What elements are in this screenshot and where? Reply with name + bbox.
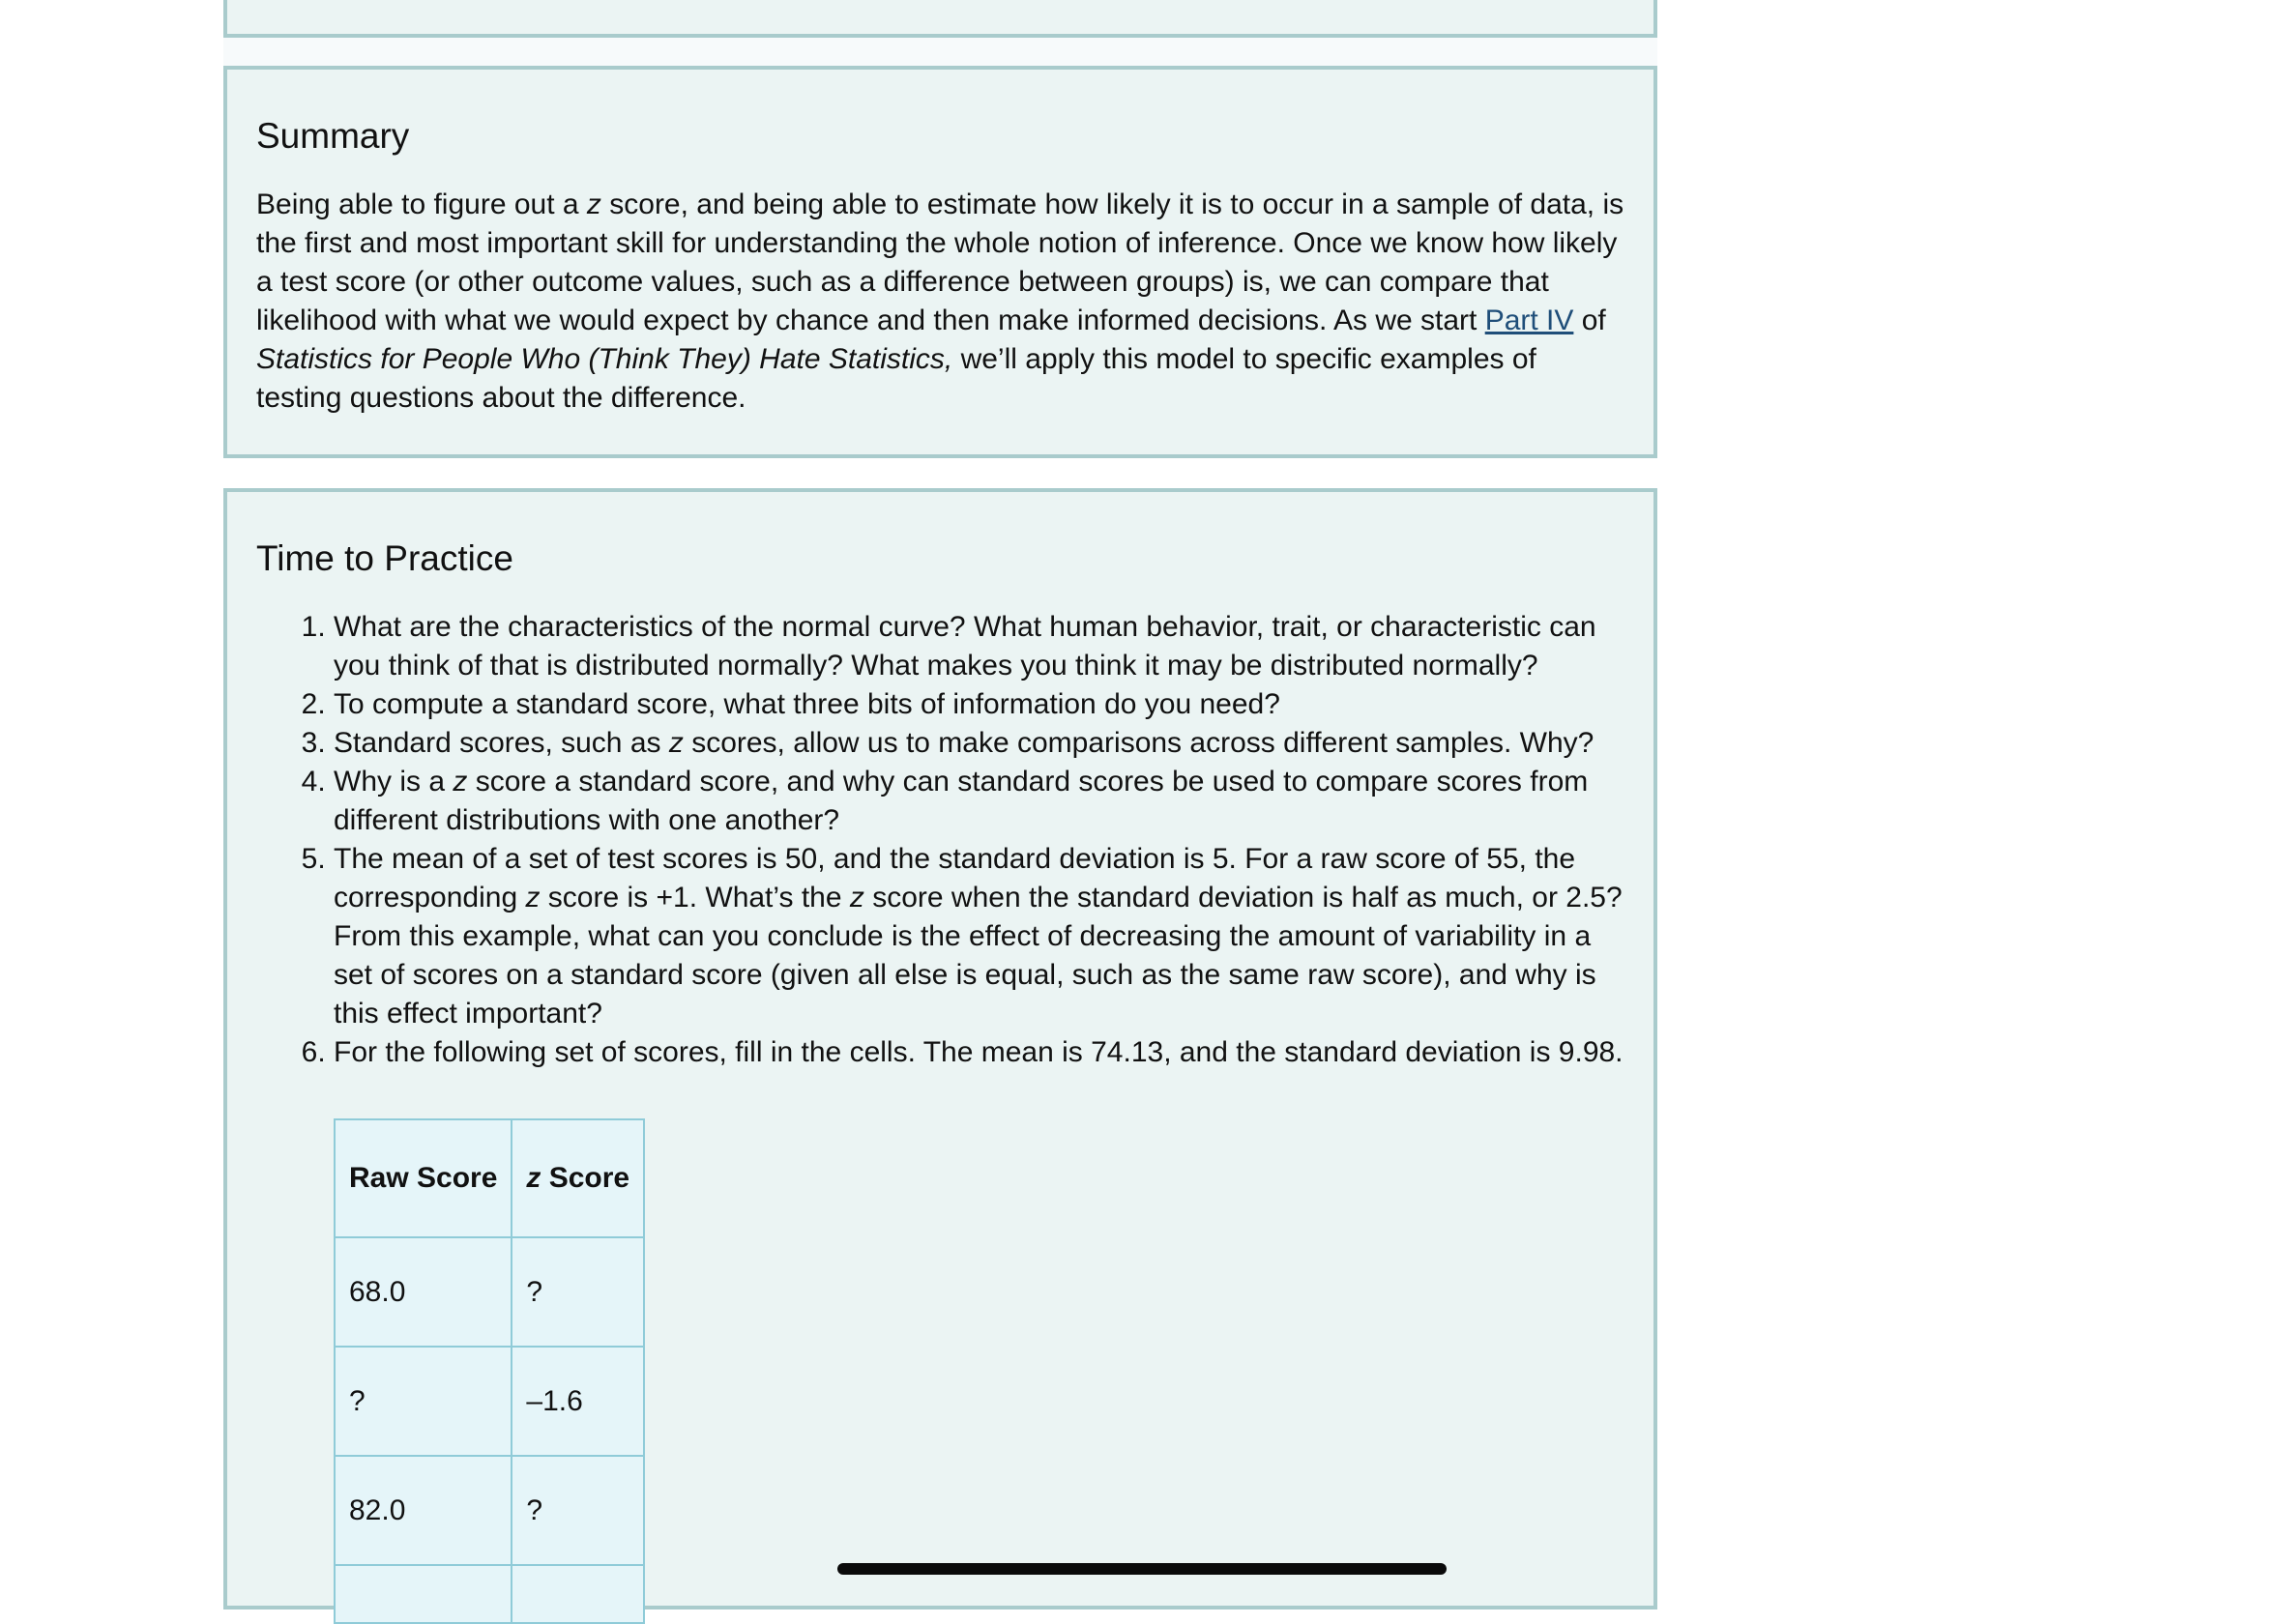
z-cell: –1.6 [512,1347,644,1456]
scores-table [334,1118,645,1624]
table-row [335,1237,644,1347]
part-iv-link[interactable]: Part IV [1484,304,1574,336]
z-cell [512,1565,644,1623]
summary-title: Summary [256,116,410,156]
z-cell: ? [512,1237,644,1347]
book-title: Statistics for People Who (Think They) Hate Statistics, [256,343,953,375]
section-gap [223,38,1657,66]
z-cell: ? [512,1456,644,1565]
table-header-row [335,1119,644,1237]
practice-title: Time to Practice [256,538,513,578]
question-4: 4. Why is a z score a standard score, and why can standard scores be used to compare scores from different distributions with one another? [334,763,1624,840]
z-score-header: z Score [512,1119,644,1237]
table-row [335,1456,644,1565]
raw-cell [335,1565,512,1623]
raw-cell: ? [335,1347,512,1456]
question-3: 3. Standard scores, such as z scores, allow us to make comparisons across different samples. Why? [334,724,1624,763]
table-row [335,1347,644,1456]
practice-questions [256,608,1624,1072]
question-1: 1. What are the characteristics of the normal curve? What human behavior, trait, or characteristic can you think of that is distributed normally? What makes you think it may be distributed normally? [334,608,1624,685]
raw-cell: 68.0 [335,1237,512,1347]
previous-section-box [223,0,1657,38]
practice-section [223,488,1657,1610]
raw-cell: 82.0 [335,1456,512,1565]
raw-score-header: Raw Score [335,1119,512,1237]
summary-paragraph: Being able to figure out a z score, and being able to estimate how likely it is to occur in a sample of data, is the first and most important skill for understanding the whole notion of inference. Once we know how likely a test score (or other outcome values, such as a difference between groups) is, we can compare that likelihood with what we would expect by chance and then make informed decisions. As we start Part IV of Statistics for People Who (Think They) Hate Statistics, we’ll apply this model to specific examples of testing questions about the difference. [256,188,1624,414]
summary-section [223,66,1657,458]
table-row [335,1565,644,1623]
question-2: 2. To compute a standard score, what three bits of information do you need? [334,685,1624,724]
question-5: 5. The mean of a set of test scores is 50, and the standard deviation is 5. For a raw score of 55, the corresponding z score is +1. What’s the z score when the standard deviation is half as much, or 2.5? From this example, what can you conclude is the effect of decreasing the amount of variability in a set of scores on a standard score (given all else is equal, such as the same raw score), and why is this effect important? [334,840,1624,1033]
question-6: 6. For the following set of scores, fill in the cells. The mean is 74.13, and the standard deviation is 9.98. [334,1033,1624,1072]
home-indicator[interactable] [837,1563,1447,1575]
